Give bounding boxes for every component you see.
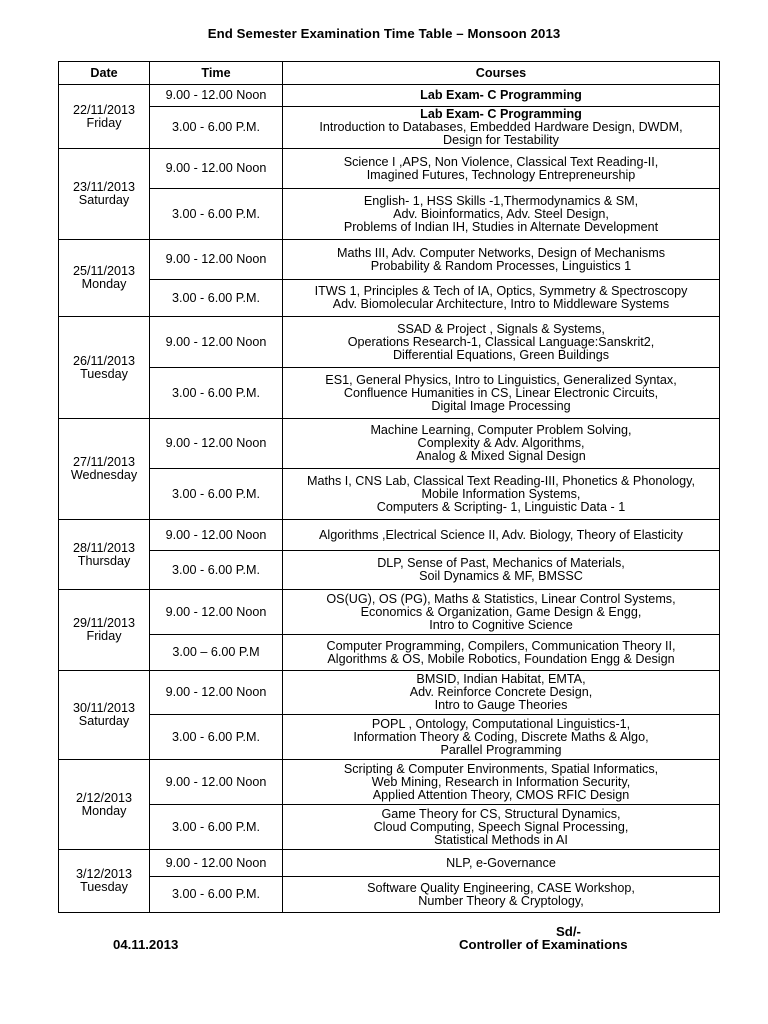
course-line: Problems of Indian IH, Studies in Alternate Development [343,219,659,234]
time-slot-cell: 3.00 - 6.00 P.M. [150,805,283,850]
timetable-row [59,877,720,913]
course-line: Parallel Programming [440,742,562,757]
date-cell [59,85,150,149]
timetable-row [59,280,720,317]
time-slot-cell: 9.00 - 12.00 Noon [150,240,283,280]
course-line: Game Theory for CS, Structural Dynamics, [381,806,621,821]
time-slot-cell: 9.00 - 12.00 Noon [150,317,283,368]
course-line: POPL , Ontology, Computational Linguistics-1, [371,716,631,731]
course-line: Intro to Cognitive Science [429,617,573,632]
course-line: Adv. Reinforce Concrete Design, [409,685,593,699]
exam-date: 28/11/2013 [72,540,136,555]
timetable-row [59,85,720,107]
date-cell [59,419,150,520]
time-slot-cell: 3.00 - 6.00 P.M. [150,715,283,760]
course-line: Statistical Methods in AI [434,832,568,847]
courses-cell [283,189,720,240]
timetable-row [59,520,720,551]
time-slot-cell: 3.00 - 6.00 P.M. [150,469,283,520]
time-slot-cell: 9.00 - 12.00 Noon [150,671,283,715]
course-line: Intro to Gauge Theories [434,698,568,712]
timetable-row [59,635,720,671]
course-line: Analog & Mixed Signal Design [416,449,586,463]
exam-timetable [58,61,720,913]
course-line: Soil Dynamics & MF, BMSSC [419,569,583,583]
date-cell [59,760,150,850]
exam-date: 29/11/2013 [72,616,136,630]
exam-date: 3/12/2013 [75,867,133,881]
courses-cell [283,671,720,715]
course-line: BMSID, Indian Habitat, EMTA, [416,672,586,686]
time-slot-cell: 3.00 - 6.00 P.M. [150,280,283,317]
course-line: Adv. Biomolecular Architecture, Intro to Middleware Systems [332,297,670,311]
course-line: Economics & Organization, Game Design & Engg, [360,604,642,619]
course-line: ITWS 1, Principles & Tech of IA, Optics, Symmetry & Spectroscopy [314,284,688,298]
courses-cell [283,85,720,107]
timetable-row [59,671,720,715]
exam-date: 22/11/2013 [72,102,136,117]
exam-weekday: Friday [86,115,122,130]
time-slot-cell: 9.00 - 12.00 Noon [150,520,283,551]
exam-weekday: Tuesday [80,880,128,894]
exam-date: 25/11/2013 [72,264,136,278]
signature-mark: Sd/- [556,924,581,939]
timetable-row [59,240,720,280]
courses-cell [283,635,720,671]
exam-weekday: Saturday [78,193,130,207]
time-slot-cell: 9.00 - 12.00 Noon [150,85,283,107]
time-column-header: Time [150,62,283,85]
timetable-row [59,805,720,850]
date-cell [59,850,150,913]
courses-cell [283,805,720,850]
header-row [59,62,720,85]
timetable-row [59,715,720,760]
courses-cell [283,520,720,551]
course-line: Mobile Information Systems, [421,486,581,501]
course-line: Lab Exam- C Programming [420,107,582,121]
course-line: Differential Equations, Green Buildings [392,347,610,362]
date-cell [59,240,150,317]
course-line: Introduction to Databases, Embedded Hardware Design, DWDM, [319,120,683,134]
courses-cell [283,149,720,189]
date-cell [59,590,150,671]
exam-weekday: Thursday [77,553,131,568]
time-slot-cell: 9.00 - 12.00 Noon [150,760,283,805]
course-line: English- 1, HSS Skills -1,Thermodynamics & SM, [363,193,639,208]
date-cell [59,671,150,760]
timetable-row [59,317,720,368]
timetable-row [59,760,720,805]
courses-cell [283,590,720,635]
course-line: Lab Exam- C Programming [420,88,582,102]
issue-date: 04.11.2013 [113,937,179,952]
timetable-row [59,189,720,240]
timetable-row [59,590,720,635]
courses-cell [283,551,720,590]
exam-date: 23/11/2013 [72,180,136,194]
date-column-header: Date [59,62,150,85]
exam-weekday: Monday [81,277,127,291]
timetable-row [59,107,720,149]
course-line: OS(UG), OS (PG), Maths & Statistics, Linear Control Systems, [326,591,676,606]
time-slot-cell: 9.00 - 12.00 Noon [150,850,283,877]
course-line: Algorithms ,Electrical Science II, Adv. Biology, Theory of Elasticity [319,527,683,542]
exam-date: 26/11/2013 [72,353,136,368]
timetable-row [59,368,720,419]
courses-cell [283,240,720,280]
courses-cell [283,760,720,805]
time-slot-cell: 3.00 - 6.00 P.M. [150,551,283,590]
exam-weekday: Friday [86,629,122,643]
course-line: Applied Attention Theory, CMOS RFIC Design [372,787,630,802]
course-line: Complexity & Adv. Algorithms, [417,436,585,450]
timetable-row [59,469,720,520]
course-line: Imagined Futures, Technology Entrepreneurship [366,167,636,182]
date-cell [59,149,150,240]
course-line: Machine Learning, Computer Problem Solving, [370,423,632,437]
courses-column-header: Courses [283,62,720,85]
time-slot-cell: 3.00 - 6.00 P.M. [150,368,283,419]
timetable-row [59,149,720,189]
courses-cell [283,419,720,469]
course-line: Maths I, CNS Lab, Classical Text Reading-III, Phonetics & Phonology, [306,473,696,488]
course-line: Information Theory & Coding, Discrete Maths & Algo, [353,729,649,744]
course-line: Scripting & Computer Environments, Spatial Informatics, [343,761,659,776]
timetable-row [59,419,720,469]
timetable-body [59,85,720,913]
course-line: Cloud Computing, Speech Signal Processing, [373,819,629,834]
timetable-row [59,551,720,590]
course-line: Software Quality Engineering, CASE Workshop, [367,880,635,895]
time-slot-cell: 9.00 - 12.00 Noon [150,419,283,469]
exam-weekday: Monday [81,803,127,818]
course-line: Adv. Bioinformatics, Adv. Steel Design, [393,206,609,221]
course-line: Web Mining, Research in Information Security, [371,774,631,789]
courses-cell [283,317,720,368]
courses-cell [283,469,720,520]
course-line: Operations Research-1, Classical Language:Sanskrit2, [347,334,655,349]
course-line: Design for Testability [443,133,559,147]
exam-weekday: Saturday [78,714,130,728]
course-line: Algorithms & OS, Mobile Robotics, Foundation Engg & Design [327,651,675,666]
time-slot-cell: 3.00 - 6.00 P.M. [150,189,283,240]
course-line: ES1, General Physics, Intro to Linguistics, Generalized Syntax, [325,372,677,387]
courses-cell [283,715,720,760]
exam-date: 30/11/2013 [72,701,136,715]
time-slot-cell: 3.00 - 6.00 P.M. [150,877,283,913]
courses-cell [283,107,720,149]
timetable-row [59,850,720,877]
exam-date: 2/12/2013 [75,790,133,805]
course-line: Computers & Scripting- 1, Linguistic Data - 1 [376,499,626,514]
time-slot-cell: 3.00 - 6.00 P.M. [150,107,283,149]
exam-weekday: Wednesday [70,468,138,482]
date-cell [59,317,150,419]
course-line: Confluence Humanities in CS, Linear Electronic Circuits, [343,385,659,400]
time-slot-cell: 9.00 - 12.00 Noon [150,149,283,189]
course-line: DLP, Sense of Past, Mechanics of Materials, [377,556,625,570]
course-line: Digital Image Processing [431,398,571,413]
course-line: SSAD & Project , Signals & Systems, [397,321,605,336]
exam-date: 27/11/2013 [72,455,136,469]
course-line: Probability & Random Processes, Linguistics 1 [370,258,632,273]
courses-cell [283,368,720,419]
courses-cell [283,850,720,877]
date-cell [59,520,150,590]
signatory-title: Controller of Examinations [459,937,628,952]
time-slot-cell: 3.00 – 6.00 P.M [150,635,283,671]
course-line: Computer Programming, Compilers, Communication Theory II, [326,638,676,653]
courses-cell [283,877,720,913]
courses-cell [283,280,720,317]
page-title: End Semester Examination Time Table – Monsoon 2013 [207,26,561,41]
course-line: Science I ,APS, Non Violence, Classical Text Reading-II, [343,154,659,169]
exam-weekday: Tuesday [80,366,128,381]
course-line: Number Theory & Cryptology, [418,893,584,908]
course-line: NLP, e-Governance [446,855,556,870]
time-slot-cell: 9.00 - 12.00 Noon [150,590,283,635]
course-line: Maths III, Adv. Computer Networks, Design of Mechanisms [336,245,666,260]
